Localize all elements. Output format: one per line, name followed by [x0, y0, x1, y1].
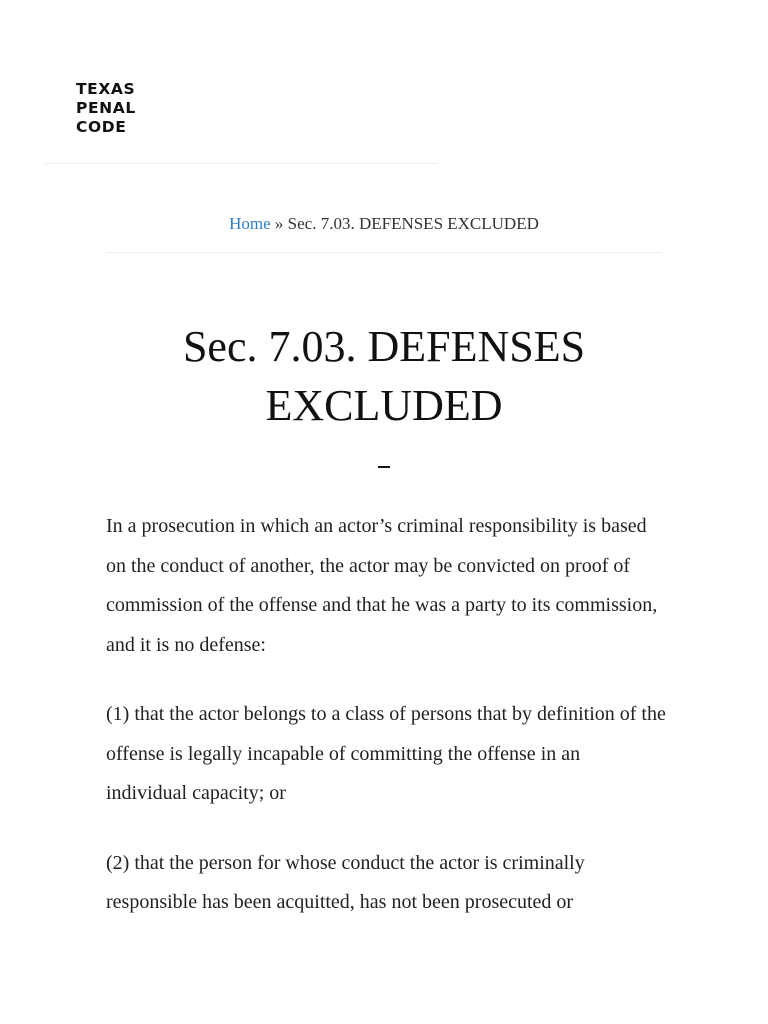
breadcrumb-home-link[interactable]: Home	[229, 214, 271, 233]
site-logo[interactable]	[76, 80, 136, 137]
article-paragraph: In a prosecution in which an actor’s criminal responsibility is based on the conduct of another, the actor may be convicted on proof of commission of the offense and that he was a party to its commission, and it is no defense:	[106, 515, 658, 656]
title-dash-divider	[378, 466, 390, 468]
article-paragraph: (1) that the actor belongs to a class of persons that by definition of the offense is legally incapable of committing the offense in an individual capacity; or	[106, 703, 666, 804]
breadcrumb	[106, 214, 662, 234]
breadcrumb-divider	[106, 252, 662, 253]
article-content	[106, 507, 666, 953]
page-title: Sec. 7.03. DEFENSES EXCLUDED	[182, 322, 586, 430]
logo-line-penal: PENAL	[76, 99, 136, 117]
logo-line-texas: TEXAS	[76, 80, 136, 98]
breadcrumb-current: Sec. 7.03. DEFENSES EXCLUDED	[287, 214, 539, 233]
header-divider	[45, 163, 438, 164]
logo-line-code: CODE	[76, 118, 127, 136]
article-paragraph: (2) that the person for whose conduct the actor is criminally responsible has been acquitted, has not been prosecuted or	[106, 851, 585, 913]
breadcrumb-separator: »	[270, 214, 288, 233]
